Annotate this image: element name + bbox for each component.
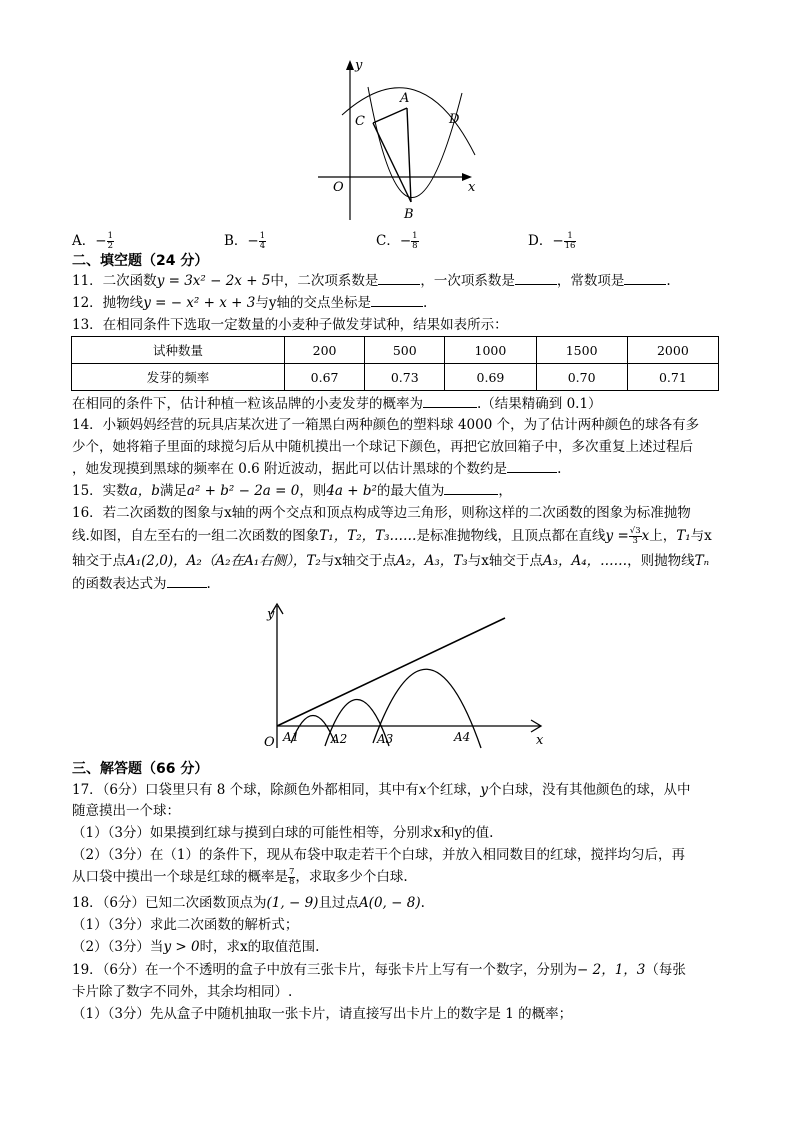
fig1-point-b-label: B — [404, 207, 414, 222]
q16-line-3: 轴交于点A₁(2,0)，A₂（A₂在A₁右侧），T₂与x轴交于点A₂，A₃，T₃与x轴交于点A₃，A₄，……，则抛物线Tₙ — [72, 553, 710, 569]
fig2-origin-label: O — [264, 735, 275, 750]
section-3-title: 三、解答题（66 分） — [72, 761, 209, 777]
q16-line-1: 16．若二次函数的图象与x轴的两个交点和顶点构成等边三角形，则称这样的二次函数的图象为标准抛物 — [72, 505, 691, 521]
segment-cb — [373, 123, 411, 202]
fig2-a1-label: A1 — [283, 730, 300, 744]
q11: 11．二次函数y = 3x² − 2x + 5中，二次项系数是 ，一次项系数是 ，常数项是 . — [72, 273, 671, 289]
table-row — [72, 364, 719, 391]
q14-line-3: ，她发现摸到黑球的频率在 0.6 附近波动，据此可以估计黑球的个数约是 . — [72, 461, 562, 477]
q10-option-d: D．− $\frac{1}{16}$ — [528, 231, 576, 251]
fig2-y-label: y — [267, 607, 275, 622]
q19-part-1: （1）（3分）先从盒子中随机抽取一张卡片，请直接写出卡片上的数字是 1 的概率； — [72, 1006, 573, 1022]
fig1-x-label: x — [468, 180, 476, 195]
q14-line-2: 少个，她将箱子里面的球搅匀后从中随机摸出一个球记下颜色，再把它放回箱子中，多次重复上述过程后 — [72, 439, 693, 455]
fraction: $\frac{1}{4}$ — [259, 231, 266, 251]
q17-line-2: 随意摸出一个球： — [72, 803, 180, 819]
q13-intro: 13．在相同条件下选取一定数量的小麦种子做发芽试种，结果如表所示： — [72, 317, 508, 333]
fraction: $\frac{1}{2}$ — [107, 231, 113, 251]
answer-blank — [167, 575, 207, 588]
fig1-point-d-label: D — [449, 112, 460, 127]
table-cell: 500 — [365, 337, 445, 364]
fig2-a4-label: A4 — [454, 730, 471, 744]
vertex-line — [277, 618, 505, 726]
fraction: $\frac{7}{8}$ — [289, 867, 295, 887]
fig2-a3-label: A3 — [377, 732, 394, 746]
fig1-y-label: y — [355, 58, 363, 73]
table-cell: 0.71 — [627, 364, 718, 391]
answer-blank — [444, 482, 498, 495]
q18-part-1: （1）（3分）求此二次函数的解析式； — [72, 917, 299, 933]
table-row — [72, 337, 719, 364]
q16-line-2: 线.如图，自左至右的一组二次函数的图象T₁，T₂，T₃……是标准抛物线，且顶点都在直线y = $\frac{√3}{3}$ x上，T₁与x — [72, 526, 712, 546]
fig2-a2-label: A2 — [331, 732, 348, 746]
q10-option-b: B．− $\frac{1}{4}$ — [224, 231, 266, 251]
fig1-point-c-label: C — [355, 114, 365, 129]
table-cell: 0.67 — [285, 364, 365, 391]
figure-parabola-abcd — [300, 55, 500, 225]
q17-line-1: 17．（6分）口袋里只有 8 个球，除颜色外都相同，其中有x个红球，y个白球，没有其他颜色的球，从中 — [72, 782, 691, 798]
table-cell: 1000 — [445, 337, 536, 364]
answer-blank — [624, 272, 666, 285]
answer-blank — [507, 460, 557, 473]
table-cell: 0.69 — [445, 364, 536, 391]
table-cell: 0.70 — [536, 364, 627, 391]
q13-frequency-table — [71, 336, 719, 391]
fraction: $\frac{1}{16}$ — [564, 231, 576, 251]
answer-blank — [423, 395, 477, 408]
segment-ab — [407, 108, 411, 202]
y-axis-arrow — [346, 60, 354, 70]
q13-question: 在相同的条件下，估计种植一粒该品牌的小麦发芽的概率为 .（结果精确到 0.1） — [72, 396, 602, 412]
fraction-sqrt3-over-3: $\frac{√3}{3}$ — [629, 526, 641, 546]
fig1-origin-label: O — [333, 180, 344, 195]
table-header-cell: 试种数量 — [72, 337, 285, 364]
q18-line-1: 18．（6分）已知二次函数顶点为(1, − 9)且过点A(0, − 8). — [72, 895, 425, 911]
q17-part-2: （2）（3分）在（1）的条件下，现从布袋中取走若干个白球，并放入相同数目的红球，搅拌均匀后，再 — [72, 847, 686, 863]
q19-line-2: 卡片除了数字不同外，其余均相同）. — [72, 984, 293, 1000]
section-2-title: 二、填空题（24 分） — [72, 253, 209, 269]
fig2-x-label: x — [536, 733, 544, 748]
q16-line-4: 的函数表达式为 . — [72, 576, 211, 592]
table-header-cell: 发芽的频率 — [72, 364, 285, 391]
segment-ca — [373, 108, 407, 123]
table-cell: 1500 — [536, 337, 627, 364]
q17-part-1: （1）（3分）如果摸到红球与摸到白球的可能性相等，分别求x和y的值. — [72, 825, 494, 841]
q14-line-1: 14．小颖妈妈经营的玩具店某次进了一箱黑白两种颜色的塑料球 4000 个，为了估计两种颜色的球各有多 — [72, 417, 700, 433]
figure-standard-parabolas — [255, 598, 555, 753]
q19-line-1: 19．（6分）在一个不透明的盒子中放有三张卡片，每张卡片上写有一个数字，分别为− 2，1，3（每张 — [72, 962, 686, 978]
q10-option-a: A．− $\frac{1}{2}$ — [72, 231, 113, 251]
fig1-point-a-label: A — [400, 91, 410, 106]
table-cell: 2000 — [627, 337, 718, 364]
answer-blank — [515, 272, 557, 285]
q10-option-c: C．− $\frac{1}{8}$ — [376, 231, 418, 251]
q17-part-2-cont: 从口袋中摸出一个球是红球的概率是 $\frac{7}{8}$ ，求取多少个白球. — [72, 867, 408, 887]
table-cell: 200 — [285, 337, 365, 364]
table-cell: 0.73 — [365, 364, 445, 391]
answer-blank — [371, 294, 423, 307]
answer-blank — [378, 272, 420, 285]
q15: 15．实数a，b满足a² + b² − 2a = 0，则4a + b²的最大值为 ， — [72, 483, 512, 499]
fraction: $\frac{1}{8}$ — [412, 231, 418, 251]
q12: 12．抛物线y = − x² + x + 3与y轴的交点坐标是 . — [72, 295, 428, 311]
q18-part-2: （2）（3分）当y > 0时，求x的取值范围. — [72, 939, 320, 955]
